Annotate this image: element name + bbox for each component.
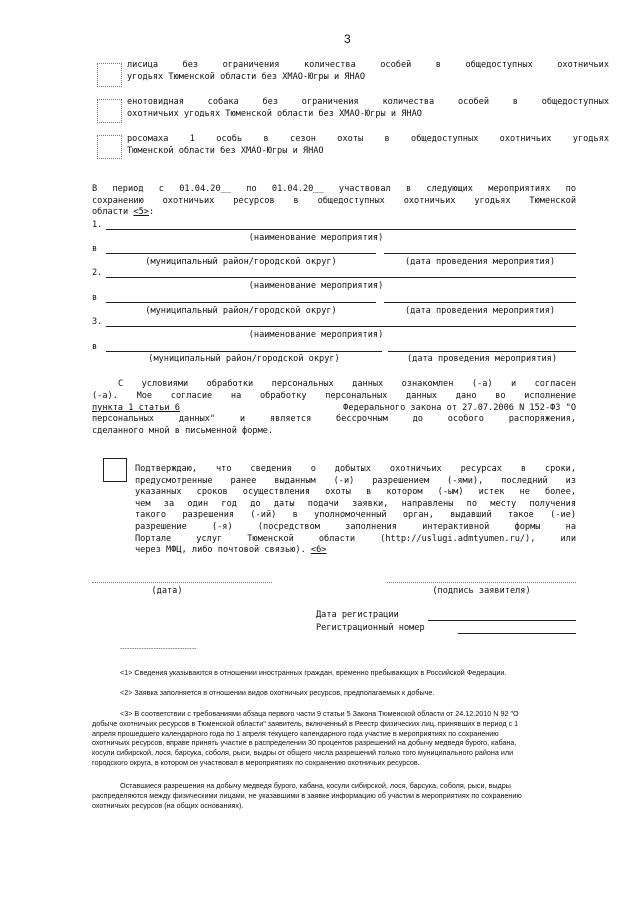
footnote-4	[92, 781, 588, 810]
consent-line: сделанного мной в письменной форме.	[92, 425, 274, 436]
animal-line: охотничьих угодьях Тюменской области без ХМАО-Югры и ЯНАО	[127, 108, 422, 119]
event-number: 2.	[92, 268, 103, 278]
footnote-link-6[interactable]: <6>	[310, 545, 327, 556]
animal-row-wolverine	[127, 134, 609, 157]
signature-caption: (подпись заявителя)	[432, 586, 531, 596]
animal-line: росомаха 1 особь в сезон охоты в общедоступных охотничьих угодьях	[127, 134, 609, 144]
animal-checkbox-raccoon-dog[interactable]	[97, 99, 122, 123]
event-date-caption: (дата проведения мероприятия)	[404, 306, 556, 316]
event-district-caption: (муниципальный район/городской округ)	[145, 257, 337, 267]
event-in: в	[92, 342, 98, 352]
registration-number-field[interactable]	[458, 633, 576, 634]
event-number: 1.	[92, 220, 103, 230]
event-in: в	[92, 244, 98, 254]
event-name-field[interactable]	[106, 229, 576, 230]
consent-line: С условиями обработки персональных данных ознакомлен (-а) и согласен	[118, 379, 576, 389]
event-date-caption: (дата проведения мероприятия)	[406, 354, 558, 364]
registration-number-label: Регистрационный номер	[316, 623, 425, 633]
confirm-line: указанных сроков осуществления охоты в котором (-ым) истек не более,	[135, 487, 576, 498]
event-district-field[interactable]	[106, 351, 382, 352]
consent-paragraph-body	[92, 391, 576, 437]
event-number: 3.	[92, 317, 103, 327]
footnote-1: <1> Сведения указываются в отношении иностранных граждан, временно пребывающих в Российской Федерации.	[120, 668, 507, 677]
footnote-line: охотничьих ресурсов, вправе принять участие в распределении 30 процентов разрешений на добычу медведя бурого, кабана,	[92, 738, 517, 748]
period-line-3	[92, 207, 576, 219]
footnote-2: <2> Заявка заполняется в отношении видов охотничьих ресурсов, предполагаемых к добыче.	[120, 688, 435, 697]
confirm-checkbox[interactable]	[103, 458, 127, 482]
period-line: :	[148, 207, 155, 218]
confirm-line: Подтверждаю, что сведения о добытых охотничьих ресурсах в сроки,	[135, 464, 576, 474]
footnote-separator: --------------------------------	[120, 646, 197, 652]
event-district-caption: (муниципальный район/городской округ)	[145, 306, 337, 316]
period-paragraph	[92, 184, 576, 219]
consent-line: Федерального закона от 27.07.2006 N 152-ФЗ "О	[338, 402, 576, 413]
confirm-paragraph	[135, 464, 576, 557]
event-date-field[interactable]	[384, 253, 576, 254]
animal-line: енотовидная собака без ограничения количества особей в общедоступных	[127, 97, 609, 107]
footnote-line: апреля прошедшего календарного года по 1 апреля текущего календарного года участие в мероприятиях по сохранению	[92, 728, 499, 738]
event-district-caption: (муниципальный район/городской округ)	[148, 354, 340, 364]
event-name-field[interactable]	[106, 326, 576, 327]
date-caption: (дата)	[151, 586, 183, 596]
registration-date-label: Дата регистрации	[316, 610, 399, 620]
event-district-field[interactable]	[106, 302, 376, 303]
consent-line: (-а). Мое согласие на обработку персональных данных дано во исполнение	[92, 391, 576, 401]
animal-line: угодьях Тюменской области без ХМАО-Югры и ЯНАО	[127, 71, 365, 82]
animal-row-raccoon-dog	[127, 97, 609, 120]
footnote-line: добыче охотничьих ресурсов в Тюменской области" заявитель, включенный в Реестр физических лиц, принявших в период с 1	[92, 718, 519, 728]
confirm-line: такого разрешения (-ий) в уполномоченный орган, выдавший такое (-ие)	[135, 510, 576, 521]
period-line: сохранению охотничьих ресурсов в общедоступных охотничьих угодьях Тюменской	[92, 195, 576, 206]
footnote-3	[92, 709, 588, 768]
registration-date-field[interactable]	[428, 620, 576, 621]
footnote-link-5[interactable]: <5>	[133, 207, 149, 218]
confirm-line: через МФЦ, либо почтовой связью).	[135, 545, 311, 556]
consent-line-3	[92, 403, 576, 415]
event-date-caption: (дата проведения мероприятия)	[404, 257, 556, 267]
applicant-signature-field[interactable]	[387, 582, 576, 583]
footnote-line: косули сибирской, лося, барсука, соболя, рыси, выдры от общего числа разрешений только того муниципального района или	[92, 748, 514, 758]
animal-line: Тюменской области без ХМАО-Югры и ЯНАО	[127, 145, 324, 156]
date-signature-field[interactable]	[92, 582, 272, 583]
animal-line: лисица без ограничения количества особей в общедоступных охотничьих	[127, 60, 609, 70]
period-line: области	[92, 207, 134, 218]
animal-checkbox-wolverine[interactable]	[97, 135, 122, 159]
footnote-line: городского округа, в котором он участвовал в мероприятиях по сохранению охотничьих ресурсов.	[92, 757, 420, 767]
event-name-caption: (наименование мероприятия)	[248, 281, 384, 291]
consent-paragraph	[118, 379, 576, 391]
event-name-field[interactable]	[106, 277, 576, 278]
confirm-last-line	[135, 545, 576, 557]
confirm-line: чем за один год до даты подачи заявки, направлены по месту получения	[135, 498, 576, 509]
event-date-field[interactable]	[388, 351, 576, 352]
confirm-line: разрешение (-я) (посредством заполнения интерактивной формы на	[135, 521, 576, 532]
event-in: в	[92, 293, 98, 303]
footnote-line: охотничьих ресурсов (на общих основаниях).	[92, 800, 244, 810]
page-number: 3	[344, 32, 351, 46]
consent-line: персональных данных" и является бессрочным до особого распоряжения,	[92, 414, 576, 425]
confirm-line: предусмотренные ранее выданным (-и) разрешением (-ями), последний из	[135, 475, 576, 486]
period-line: В период с 01.04.20__ по 01.04.20__ участвовал в следующих мероприятиях по	[92, 184, 576, 194]
animal-checkbox-fox[interactable]	[97, 63, 122, 87]
law-article-link[interactable]: пункта 1 статьи 6	[92, 402, 180, 413]
footnote-line: <3> В соответствии с требованиями абзаца первого части 9 статьи 5 Закона Тюменской области от 24.12.2010 N 92 "О	[120, 709, 519, 718]
animal-row-fox	[127, 60, 609, 83]
footnote-line: распределяются между физическими лицами, не указавшими в заявке информацию об участии в мероприятиях по сохранению	[92, 790, 522, 800]
event-name-caption: (наименование мероприятия)	[248, 233, 384, 243]
event-district-field[interactable]	[106, 253, 376, 254]
footnote-line: Оставшиеся разрешения на добычу медведя бурого, кабана, косули сибирской, лося, барсука, соболя, рыси, выдры	[120, 781, 511, 790]
confirm-line: Портале услуг Тюменской области (http://uslugi.admtyumen.ru/), или	[135, 533, 576, 544]
event-date-field[interactable]	[384, 302, 576, 303]
event-name-caption: (наименование мероприятия)	[248, 330, 384, 340]
